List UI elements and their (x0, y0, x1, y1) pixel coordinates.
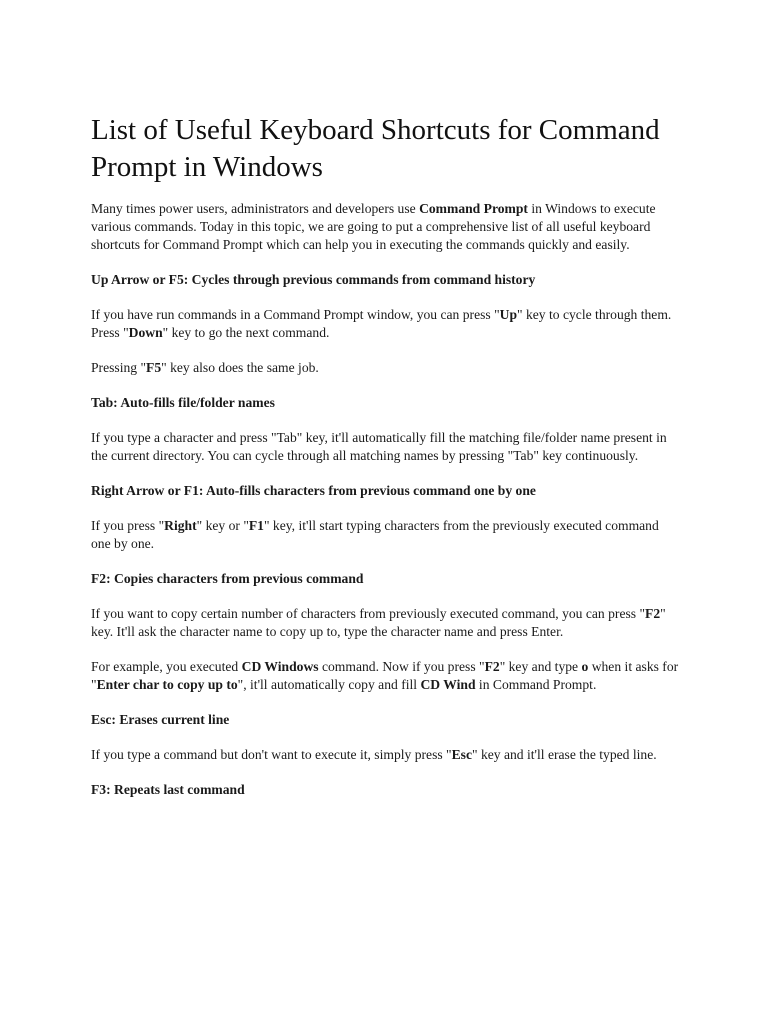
text-run: " key. It'll ask the character name to copy up to, type the character name and press Enter. (91, 606, 666, 639)
bold-run: F2 (484, 659, 500, 674)
text-run: command. Now if you press " (318, 659, 485, 674)
text-run: Many times power users, administrators and developers use (91, 201, 420, 216)
bold-run: F2 (645, 606, 661, 621)
bold-run: Esc (451, 747, 472, 762)
text-run: Pressing " (91, 360, 147, 375)
bold-run: o (581, 659, 589, 674)
document-page (91, 112, 681, 816)
text-run: " key to cycle through them. Press " (91, 307, 672, 340)
bold-run: F1 (248, 518, 264, 533)
text-run: in Command Prompt. (475, 677, 597, 692)
section-heading-tab: Tab: Auto-fills file/folder names (91, 395, 275, 410)
up-arrow-paragraph-2 (91, 359, 681, 377)
bold-run: Up (499, 307, 518, 322)
bold-run: Down (128, 325, 163, 340)
text-run: " key or " (196, 518, 249, 533)
text-run: For example, you executed (91, 659, 242, 674)
bold-run: CD Wind (420, 677, 476, 692)
bold-run: Command Prompt (419, 201, 528, 216)
section-heading-f2: F2: Copies characters from previous command (91, 571, 364, 586)
bold-run: F5 (146, 360, 162, 375)
esc-paragraph-1 (91, 746, 681, 764)
text-run: If you have run commands in a Command Prompt window, you can press " (91, 307, 500, 322)
text-run: ", it'll automatically copy and fill (237, 677, 421, 692)
text-run: " key to go the next command. (162, 325, 330, 340)
tab-paragraph-1: If you type a character and press "Tab" key, it'll automatically fill the matching file/folder name present in the current directory. You can cycle through all matching names by pressing "Tab" key continuously. (91, 430, 667, 463)
bold-run: CD Windows (241, 659, 319, 674)
section-heading-up-arrow: Up Arrow or F5: Cycles through previous commands from command history (91, 272, 536, 287)
text-run: " key and type (499, 659, 582, 674)
section-heading-right-arrow: Right Arrow or F1: Auto-fills characters from previous command one by one (91, 483, 536, 498)
bold-run: Enter char to copy up to (96, 677, 238, 692)
intro-paragraph (91, 200, 681, 254)
page-title: List of Useful Keyboard Shortcuts for Command Prompt in Windows (91, 114, 660, 183)
text-run: If you press " (91, 518, 165, 533)
text-run: " key and it'll erase the typed line. (472, 747, 657, 762)
text-run: " key, it'll start typing characters from the previously executed command one by one. (91, 518, 659, 551)
text-run: when it asks for " (91, 659, 679, 692)
f2-paragraph-2 (91, 658, 681, 694)
text-run: If you want to copy certain number of characters from previously executed command, you can press " (91, 606, 646, 621)
section-heading-f3: F3: Repeats last command (91, 782, 245, 797)
section-heading-esc: Esc: Erases current line (91, 712, 230, 727)
right-arrow-paragraph-1 (91, 517, 681, 553)
up-arrow-paragraph-1 (91, 306, 681, 342)
text-run: in Windows to execute various commands. Today in this topic, we are going to put a comprehensive list of all useful keyboard shortcuts for Command Prompt which can help you in executing the commands quickly and easily. (91, 201, 656, 252)
bold-run: Right (164, 518, 197, 533)
f2-paragraph-1 (91, 605, 681, 641)
text-run: " key also does the same job. (161, 360, 319, 375)
text-run: If you type a command but don't want to execute it, simply press " (91, 747, 452, 762)
